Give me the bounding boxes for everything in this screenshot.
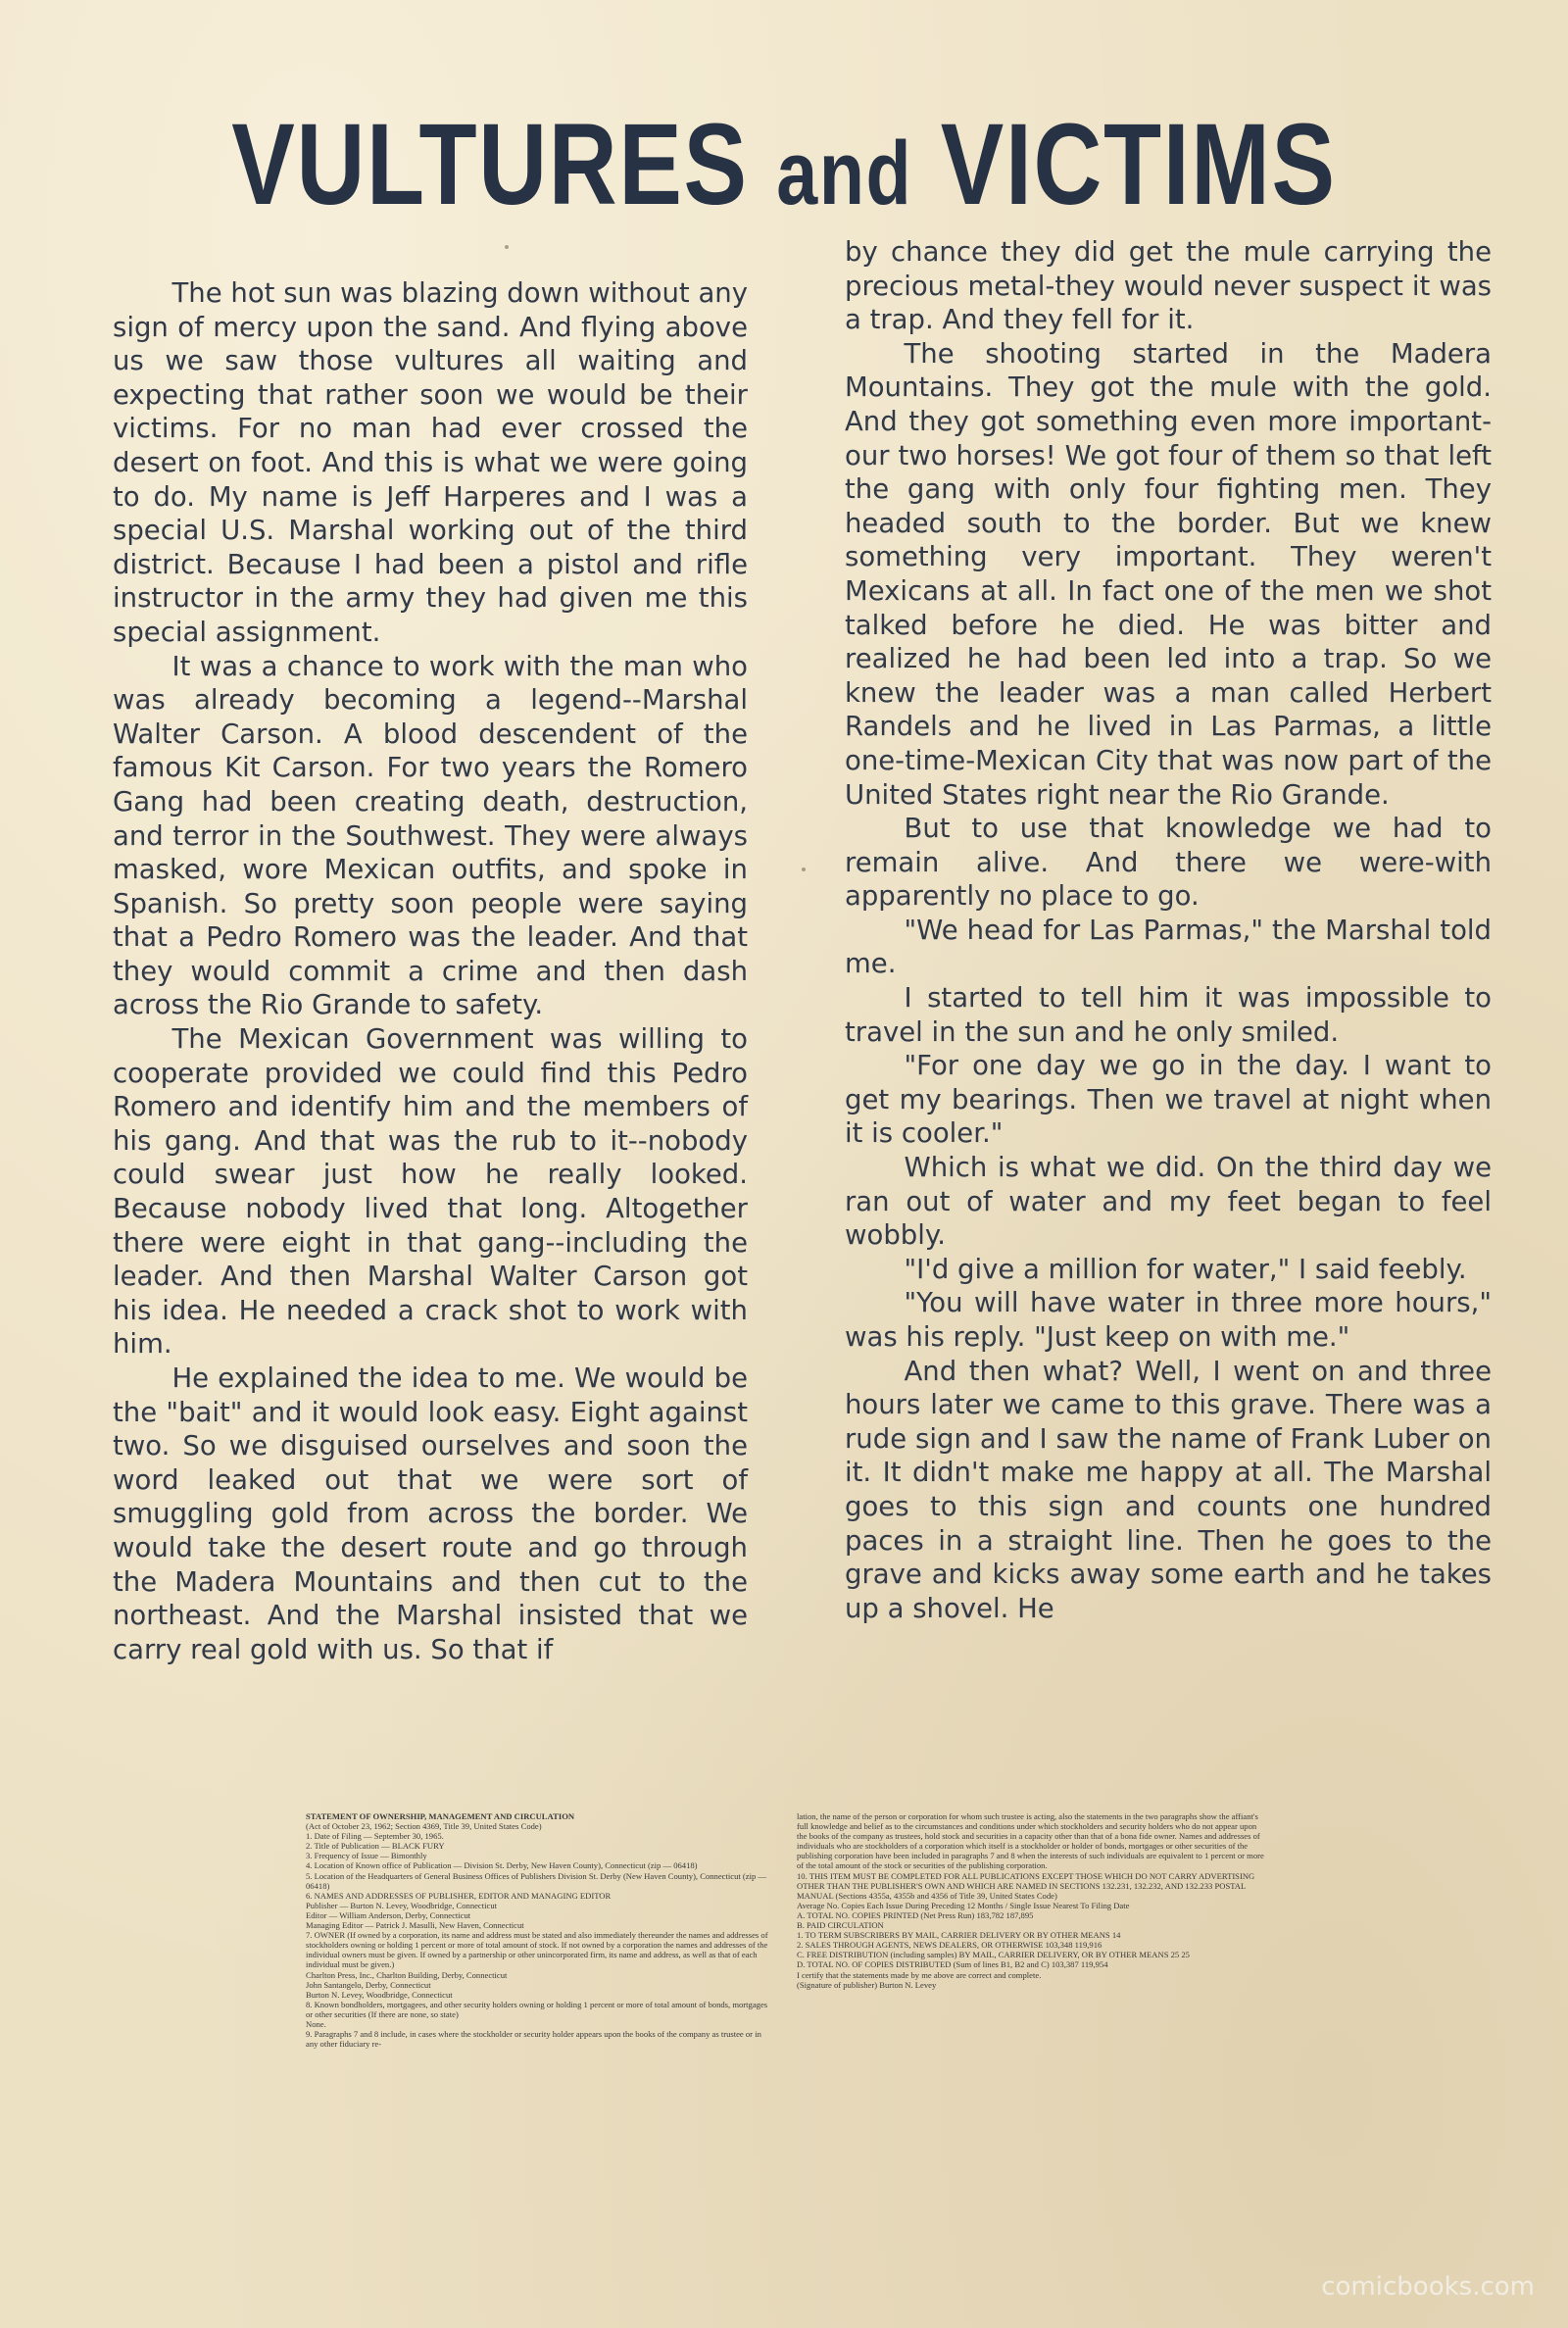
statement-line: 6. NAMES AND ADDRESSES OF PUBLISHER, EDITOR AND MANAGING EDITOR <box>306 1890 612 1901</box>
statement-line: Editor — William Anderson, Derby, Connecticut <box>306 1909 471 1920</box>
statement-line: 2. SALES THROUGH AGENTS, NEWS DEALERS, OR OTHERWISE 103,348 119,916 <box>797 1940 1102 1951</box>
title-word-vultures: VULTURES <box>231 100 749 229</box>
story-paragraph: "We head for Las Parmas," the Marshal told me. <box>845 914 1492 980</box>
ownership-statement-right <box>797 1811 1266 2135</box>
story-paragraph: The hot sun was blazing down without any sign of mercy upon the sand. And flying above us we saw those vultures all waiting and expecting that rather soon we would be their victims. For no man had ever crossed the desert on foot. And this is what we were going to do. My name is Jeff Harperes and I was a special U.S. Marshal working out of the third district. Because I had been a pistol and rifle instructor in the army they had given me this special assignment. <box>113 277 748 648</box>
story-paragraph: The shooting started in the Madera Mountains. They got the mule with the gold. And they got something even more important-our two horses! We got four of them so that left the gang with only four fighting men. They headed south to the border. But we knew something very important. They weren't Mexicans at all. In fact one of the men we shot talked before he died. He was bitter and realized he had been led into a trap. So we knew the leader was a man called Herbert Randels and he lived in Las Parmas, a little one-time-Mexican City that was now part of the United States right near the Rio Grande. <box>845 337 1492 811</box>
statement-line: Charlton Press, Inc., Charlton Building, Derby, Connecticut <box>306 1969 508 1980</box>
story-paragraph: by chance they did get the mule carrying the precious metal-they would never suspect it was a trap. And they fell for it. <box>845 236 1492 336</box>
statement-line: 1. Date of Filing — September 30, 1965. <box>306 1831 444 1842</box>
story-paragraph: I started to tell him it was impossible to travel in the sun and he only smiled. <box>845 982 1492 1048</box>
story-column-left <box>113 276 748 1666</box>
story-title <box>141 100 1427 232</box>
story-column-right <box>845 235 1492 1625</box>
statement-line: B. PAID CIRCULATION <box>797 1920 884 1931</box>
statement-line: 5. Location of the Headquarters of General Business Offices of Publishers Division St. Derby (New Haven County), Connecticut (zip — 06418) <box>306 1870 767 1891</box>
statement-line: John Santangelo, Derby, Connecticut <box>306 1979 431 1990</box>
statement-line: 1. TO TERM SUBSCRIBERS BY MAIL, CARRIER DELIVERY OR BY OTHER MEANS 14 <box>797 1930 1121 1941</box>
statement-line: D. TOTAL NO. OF COPIES DISTRIBUTED (Sum of lines B1, B2 and C) 103,387 119,954 <box>797 1959 1108 1970</box>
story-paragraph: "I'd give a million for water," I said feebly. <box>904 1253 1467 1285</box>
story-paragraph: He explained the idea to me. We would be the "bait" and it would look easy. Eight against two. So we disguised ourselves and soon the word leaked out that we were sort of smuggling gold from across the border. We would take the desert route and go through the Madera Mountains and then cut to the northeast. And the Marshal insisted that we carry real gold with us. So that if <box>113 1362 748 1665</box>
statement-line: Managing Editor — Patrick J. Masulli, New Haven, Connecticut <box>306 1920 524 1931</box>
statement-line: 4. Location of Known office of Publication — Division St. Derby, New Haven County), Connecticut (zip — 06418) <box>306 1860 698 1871</box>
print-speck <box>802 867 806 871</box>
title-word-and: and <box>776 124 913 223</box>
statement-line: STATEMENT OF OWNERSHIP, MANAGEMENT AND CIRCULATION <box>306 1811 575 1821</box>
statement-line: Publisher — Burton N. Levey, Woodbridge, Connecticut <box>306 1900 498 1910</box>
story-paragraph: The Mexican Government was willing to cooperate provided we could find this Pedro Romero and identify him and the members of his gang. And that was the rub to it--nobody could swear just how he really looked. Because nobody lived that long. Altogether there were eight in that gang--including the leader. And then Marshal Walter Carson got his idea. He needed a crack shot to work with him. <box>113 1023 748 1361</box>
watermark-text: comicbooks.com <box>1321 2272 1535 2302</box>
title-word-victims: VICTIMS <box>940 100 1337 229</box>
statement-line: (Act of October 23, 1962; Section 4369, Title 39, United States Code) <box>306 1821 542 1832</box>
print-speck <box>505 245 509 249</box>
statement-line: None. <box>306 2018 326 2029</box>
story-paragraph: And then what? Well, I went on and three hours later we came to this grave. There was a rude sign and I saw the name of Frank Luber on it. It didn't make me happy at all. The Marshal goes to this sign and counts one hundred paces in a straight line. Then he goes to the grave and kicks away some earth and he takes up a shovel. He <box>845 1355 1492 1624</box>
story-paragraph: "You will have water in three more hours," was his reply. "Just keep on with me." <box>845 1287 1492 1353</box>
statement-line: A. TOTAL NO. COPIES PRINTED (Net Press Run) 183,782 187,895 <box>797 1909 1034 1920</box>
ownership-statement-left <box>306 1811 775 2135</box>
statement-line: 9. Paragraphs 7 and 8 include, in cases where the stockholder or security holder appears upon the books of the company as trustee or in any other fiduciary re- <box>306 2029 761 2050</box>
statement-line: Average No. Copies Each Issue During Preceding 12 Months / Single Issue Nearest To Filing Date <box>797 1900 1130 1910</box>
story-paragraph: Which is what we did. On the third day we ran out of water and my feet began to feel wobbly. <box>845 1152 1492 1252</box>
story-paragraph: "For one day we go in the day. I want to get my bearings. Then we travel at night when it is cooler." <box>845 1050 1492 1150</box>
statement-line: I certify that the statements made by me above are correct and complete. <box>797 1969 1042 1980</box>
statement-line: 10. THIS ITEM MUST BE COMPLETED FOR ALL PUBLICATIONS EXCEPT THOSE WHICH DO NOT CARRY ADVERTISING OTHER THAN THE PUBLISHER'S OWN AND WHICH ARE NAMED IN SECTIONS 132.231, 132.232, AND 132.233 POSTAL MANUAL (Sections 4355a, 4355b and 4356 of Title 39, United States Code) <box>797 1870 1255 1901</box>
story-paragraph: It was a chance to work with the man who was already becoming a legend--Marshal Walter Carson. A blood descendent of the famous Kit Carson. For two years the Romero Gang had been creating death, destruction, and terror in the Southwest. They were always masked, wore Mexican outfits, and spoke in Spanish. So pretty soon people were saying that a Pedro Romero was the leader. And that they would commit a crime and then dash across the Rio Grande to safety. <box>113 650 748 1021</box>
statement-line: lation, the name of the person or corporation for whom such trustee is acting, also the statements in the two paragraphs show the affiant's full knowledge and belief as to the circumstances and conditions under which stockholders and security holders who do not appear upon the books of the company as trustees, hold stock and securities in a capacity other than that of a bona fide owner. Names and addresses of individuals who are stockholders of a corporation which itself is a stockholder or holder of bonds, mortgages or other securities of the publishing corporation have been included in paragraphs 7 and 8 when the interests of such individuals are equivalent to 1 percent or more of the total amount of the stock or securities of the publishing corporation. <box>797 1811 1264 1871</box>
statement-line: 2. Title of Publication — BLACK FURY <box>306 1841 445 1852</box>
statement-line: C. FREE DISTRIBUTION (including samples) BY MAIL, CARRIER DELIVERY, OR BY OTHER MEANS 25 25 <box>797 1950 1190 1960</box>
statement-line: 7. OWNER (If owned by a corporation, its name and address must be stated and also immediately thereunder the names and addresses of stockholders owning or holding 1 percent or more of total amount of stock. If not owned by a corporation the names and addresses of the individual owners must be given. If owned by a partnership or other unincorporated firm, its name and address, as well as that of each individual must be given.) <box>306 1930 768 1970</box>
statement-line: 3. Frequency of Issue — Bimonthly <box>306 1851 427 1861</box>
statement-line: Burton N. Levey, Woodbridge, Connecticut <box>306 1989 453 2000</box>
statement-line: 8. Known bondholders, mortgagees, and other security holders owning or holding 1 percent or more of total amount of bonds, mortgages or other securities (If there are none, so state) <box>306 1999 768 2019</box>
statement-line: (Signature of publisher) Burton N. Levey <box>797 1979 937 1990</box>
story-paragraph: But to use that knowledge we had to remain alive. And there we were-with apparently no place to go. <box>845 813 1492 913</box>
ownership-statement <box>306 1811 1266 2135</box>
